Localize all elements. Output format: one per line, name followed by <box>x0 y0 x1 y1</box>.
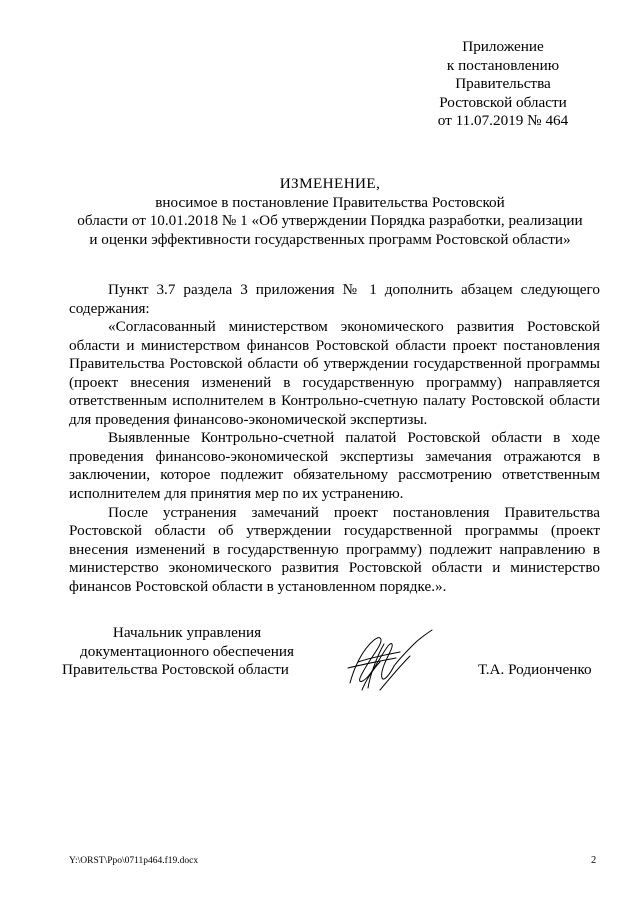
signer-position <box>62 624 312 680</box>
signer-position-line: документационного обеспечения <box>80 642 294 660</box>
document-subtitle-line: и оценки эффективности государственных программ Ростовской области» <box>89 230 571 248</box>
body-paragraph: После устранения замечаний проект постановления Правительства Ростовской области об утверждении государственной программы (проект внесения изменений в государственную программу) подлежит направлению в министерство экономического развития Ростовской области и министерство финансов Ростовской области в установленном порядке.». <box>69 503 600 595</box>
appendix-line: к постановлению <box>446 56 560 74</box>
appendix-stamp <box>405 38 601 131</box>
document-subtitle-line: вносимое в постановление Правительства Ростовской <box>155 193 505 211</box>
appendix-date-number: от 11.07.2019 № 464 <box>437 112 569 130</box>
document-title: ИЗМЕНЕНИЕ, <box>279 175 381 192</box>
handwritten-signature-icon <box>340 628 440 698</box>
body-paragraph: Выявленные Контрольно-счетной палатой Ростовской области в ходе проведения финансово-экономической экспертизы замечания отражаются в заключении, которое подлежит обязательному рассмотрению ответственным исполнителем для принятия мер по их устранению. <box>69 429 600 503</box>
appendix-line: Ростовской области <box>439 93 567 111</box>
appendix-line: Правительства <box>455 75 551 93</box>
body-paragraph: Пункт 3.7 раздела 3 приложения № 1 дополнить абзацем следующего содержания: <box>69 281 600 317</box>
footer-file-path: Y:\ORST\Ppo\0711p464.f19.docx <box>69 856 199 866</box>
document-body <box>69 281 600 596</box>
appendix-line: Приложение <box>462 38 544 55</box>
document-heading <box>60 175 600 249</box>
signer-position-line: Правительства Ростовской области <box>62 661 289 679</box>
signer-name: Т.А. Родионченко <box>478 661 592 678</box>
signer-position-line: Начальник управления <box>112 624 262 641</box>
document-subtitle-line: области от 10.01.2018 № 1 «Об утверждении Порядка разработки, реализации <box>77 212 583 230</box>
body-paragraph: «Согласованный министерством экономического развития Ростовской области и министерством финансов Ростовской области проект постановления Правительства Ростовской области об утверждении государственной программы (проект внесения изменений в государственную программу) направляется ответственным исполнителем в Контрольно-счетную палату Ростовской области для проведения финансово-экономической экспертизы. <box>69 318 600 428</box>
page-number: 2 <box>591 855 597 866</box>
